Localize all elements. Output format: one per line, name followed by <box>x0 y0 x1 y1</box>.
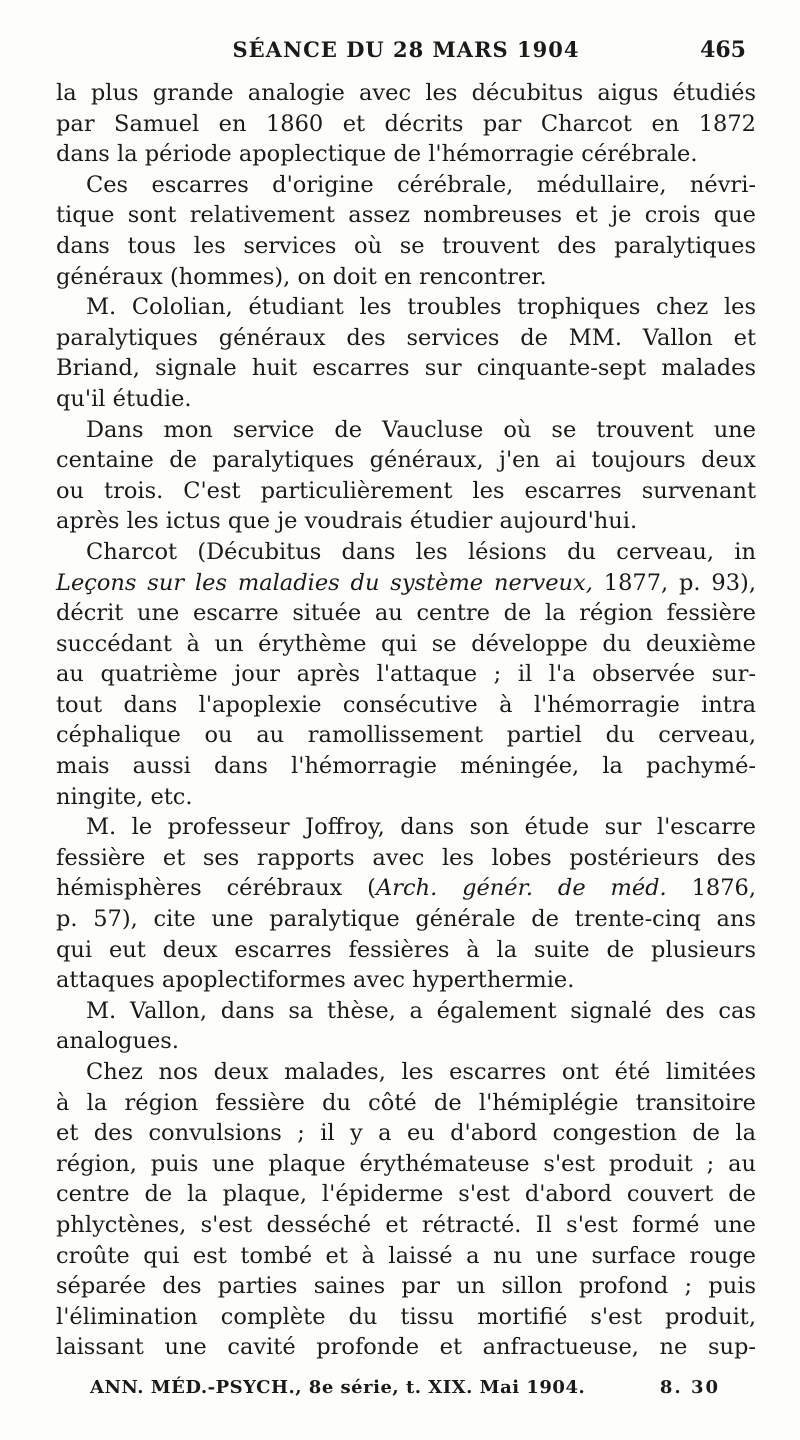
text-line: Charcot (Décubitus dans les lésions du cerveau, in <box>86 538 756 565</box>
text-line: M. le professeur Joffroy, dans son étude sur l'escarre <box>86 814 756 841</box>
text-line <box>56 873 756 904</box>
text-line: M. Cololian, étudiant les troubles trophiques chez les <box>86 294 756 321</box>
text-line: après les ictus que je voudrais étudier aujourd'hui. <box>56 508 638 535</box>
text-line: p. 57), cite une paralytique générale de trente-cinq ans <box>56 906 756 933</box>
text-line: succédant à un érythème qui se développe du deuxième <box>56 630 756 657</box>
footer-citation: ANN. MÉD.-PSYCH., 8e série, t. XIX. Mai 1904. <box>90 1377 586 1398</box>
text-line: Briand, signale huit escarres sur cinquante-sept malades <box>56 355 756 382</box>
footer-signature: 8. 30 <box>659 1377 720 1398</box>
text-line: analogues. <box>56 1028 179 1055</box>
text-line: céphalique ou au ramollissement partiel du cerveau, <box>56 722 756 749</box>
text-line: attaques apoplectiformes avec hyperthermie. <box>56 967 575 994</box>
text-line: fessière et ses rapports avec les lobes postérieurs des <box>56 844 756 871</box>
text-segment: 1876, <box>666 875 756 902</box>
text-line: au quatrième jour après l'attaque ; il l'a observée sur- <box>56 661 756 688</box>
text-line: qu'il étudie. <box>56 385 192 412</box>
italic-title: Arch. génér. de méd. <box>375 875 667 902</box>
text-line: décrit une escarre située au centre de la région fessière <box>56 600 756 627</box>
text-line: ou trois. C'est particulièrement les escarres survenant <box>56 477 756 504</box>
text-line: mais aussi dans l'hémorragie méningée, la pachymé- <box>56 753 756 780</box>
text-line: l'élimination complète du tissu mortifié s'est produit, <box>56 1303 756 1330</box>
text-line: généraux (hommes), on doit en rencontrer. <box>56 263 547 290</box>
text-line: M. Vallon, dans sa thèse, a également signalé des cas <box>86 997 756 1024</box>
text-line: à la région fessière du côté de l'hémiplégie transitoire <box>56 1089 756 1116</box>
body-text <box>56 78 756 1363</box>
text-line: paralytiques généraux des services de MM. Vallon et <box>56 324 756 351</box>
text-line: dans la période apoplectique de l'hémorragie cérébrale. <box>56 141 698 168</box>
text-line <box>56 568 756 599</box>
text-line: qui eut deux escarres fessières à la suite de plusieurs <box>56 936 756 963</box>
page-number: 465 <box>700 37 746 63</box>
footer <box>90 1373 720 1403</box>
text-line: Dans mon service de Vaucluse où se trouvent une <box>86 416 756 443</box>
text-line: dans tous les services où se trouvent des paralytiques <box>56 232 756 259</box>
text-line: phlyctènes, s'est desséché et rétracté. Il s'est formé une <box>56 1211 756 1238</box>
running-head <box>56 34 756 66</box>
text-line: centre de la plaque, l'épiderme s'est d'abord couvert de <box>56 1181 756 1208</box>
text-line: région, puis une plaque érythémateuse s'est produit ; au <box>56 1150 756 1177</box>
text-line: tout dans l'apoplexie consécutive à l'hémorragie intra <box>56 691 756 718</box>
text-line: tique sont relativement assez nombreuses et je crois que <box>56 202 756 229</box>
text-line: par Samuel en 1860 et décrits par Charcot en 1872 <box>56 110 756 137</box>
text-line: séparée des parties saines par un sillon profond ; puis <box>56 1273 756 1300</box>
text-line: centaine de paralytiques généraux, j'en ai toujours deux <box>56 447 756 474</box>
text-line: ningite, etc. <box>56 783 193 810</box>
text-segment: hémisphères cérébraux ( <box>56 875 376 902</box>
running-title: SÉANCE DU 28 MARS 1904 <box>232 37 580 62</box>
text-line: la plus grande analogie avec les décubitus aigus étudiés <box>56 80 756 106</box>
text-line: Ces escarres d'origine cérébrale, médullaire, névri- <box>86 171 756 198</box>
text-line: Chez nos deux malades, les escarres ont été limitées <box>86 1059 756 1085</box>
text-line: laissant une cavité profonde et anfractueuse, ne sup- <box>56 1334 756 1361</box>
text-line: croûte qui est tombé et à laissé a nu une surface rouge <box>56 1242 756 1269</box>
text-line: et des convulsions ; il y a eu d'abord congestion de la <box>56 1120 756 1147</box>
text-segment: 1877, p. 93), <box>592 569 756 596</box>
italic-title: Leçons sur les maladies du système nerveux, <box>56 569 593 596</box>
